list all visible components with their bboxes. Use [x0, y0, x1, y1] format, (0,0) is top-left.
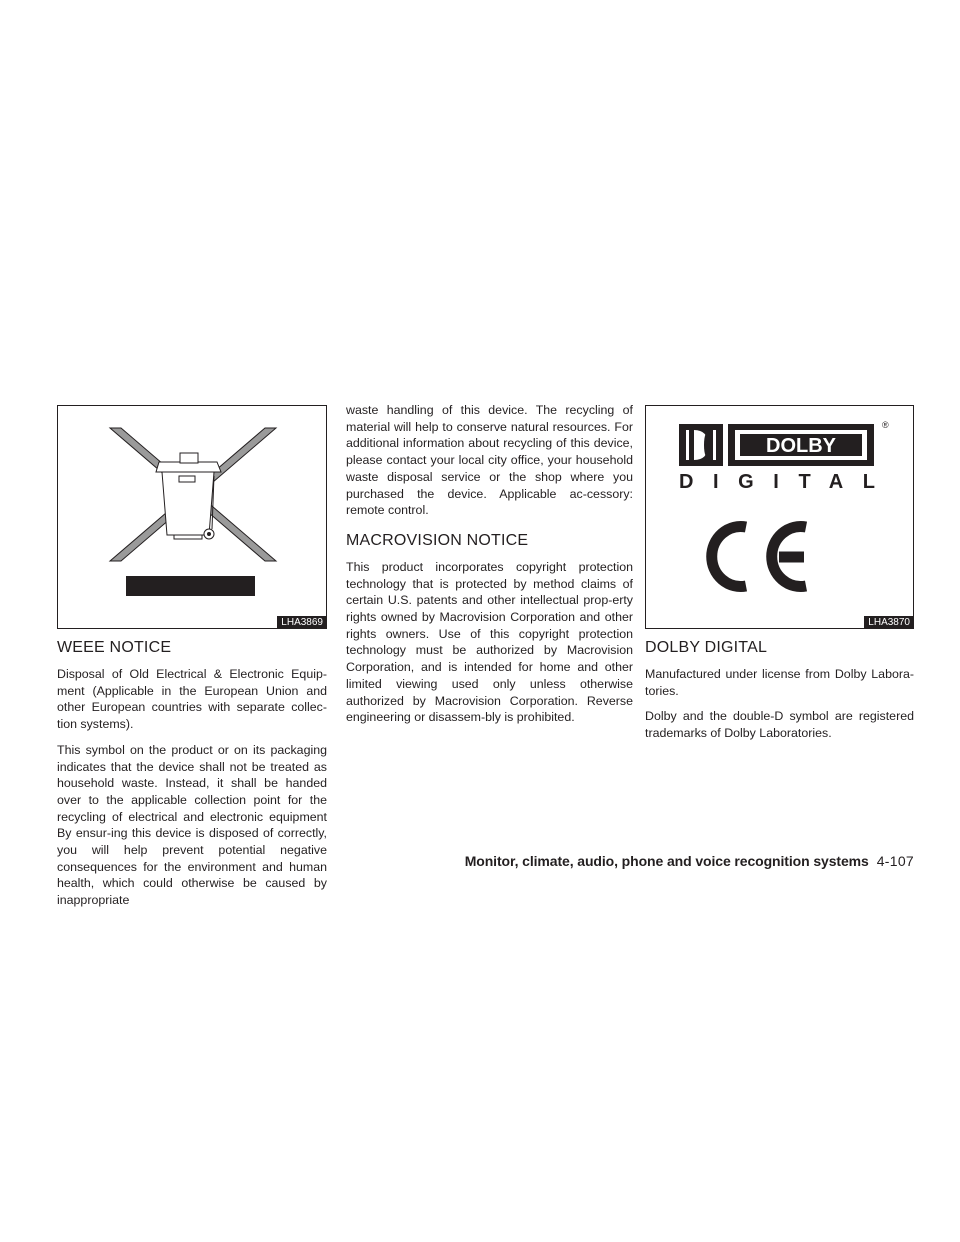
registered-mark: ® [882, 420, 889, 430]
figure-id-label: LHA3870 [864, 616, 913, 628]
weee-paragraph-1: Disposal of Old Electrical & Electronic Equip-ment (Applicable in the European Union and other European countries with separate collec-tion systems). [57, 667, 327, 732]
middle-column [346, 402, 633, 735]
dolby-paragraph-1: Manufactured under license from Dolby Labora-tories. [645, 667, 914, 698]
macrovision-heading: MACROVISION NOTICE [346, 531, 529, 549]
dolby-heading: DOLBY DIGITAL [645, 639, 768, 656]
weee-heading: WEEE NOTICE [57, 639, 172, 656]
figure-id-label: LHA3869 [277, 616, 326, 628]
dolby-logo-sub: DIGITAL [679, 471, 875, 493]
footer-section-title: Monitor, climate, audio, phone and voice recognition systems [464, 853, 869, 869]
weee-column [57, 405, 327, 918]
page-number: 4-107 [876, 853, 914, 869]
weee-paragraph-2: This symbol on the product or on its packaging indicates that the device shall not be treated as household waste. Instead, it shall be handed over to the applicable collection point for the recycling of electrical and electronic equipment By ensur-ing this device is disposed of correctly, you will help prevent potential negative consequences for the environment and human health, which could otherwise be caused by inappropriate [57, 742, 327, 908]
double-d-icon [679, 424, 723, 466]
weee-continuation-paragraph: waste handling of this device. The recycling of material will help to conserve natural resources. For additional information about recycling of this device, please contact your local city office, your household waste disposal service or the shop where you purchased the device. Applicable ac-cessory: remote control. [346, 403, 633, 518]
dolby-column [645, 405, 914, 751]
crossed-out-wheelie-bin-icon [58, 406, 326, 628]
ce-mark-icon [712, 527, 806, 587]
dolby-logo-word: DOLBY [766, 435, 836, 457]
dolby-paragraph-2: Dolby and the double-D symbol are registered trademarks of Dolby Laboratories. [645, 709, 914, 741]
macrovision-paragraph: This product incorporates copyright protection technology that is protected by method claims of certain U.S. patents and other intellectual prop-erty rights owned by Macrovision Corporation and other rights owners. Use of this copyright protection technology must be authorized by Macrovision Corporation, and is intended for home and other limited viewing used only unless otherwise authorized by Macrovision Corporation. Reverse engineering or disassem-bly is prohibited. [346, 559, 633, 725]
page-footer [0, 852, 914, 870]
weee-figure [57, 405, 327, 629]
dolby-digital-ce-logo [646, 406, 913, 628]
dolby-figure [645, 405, 914, 629]
